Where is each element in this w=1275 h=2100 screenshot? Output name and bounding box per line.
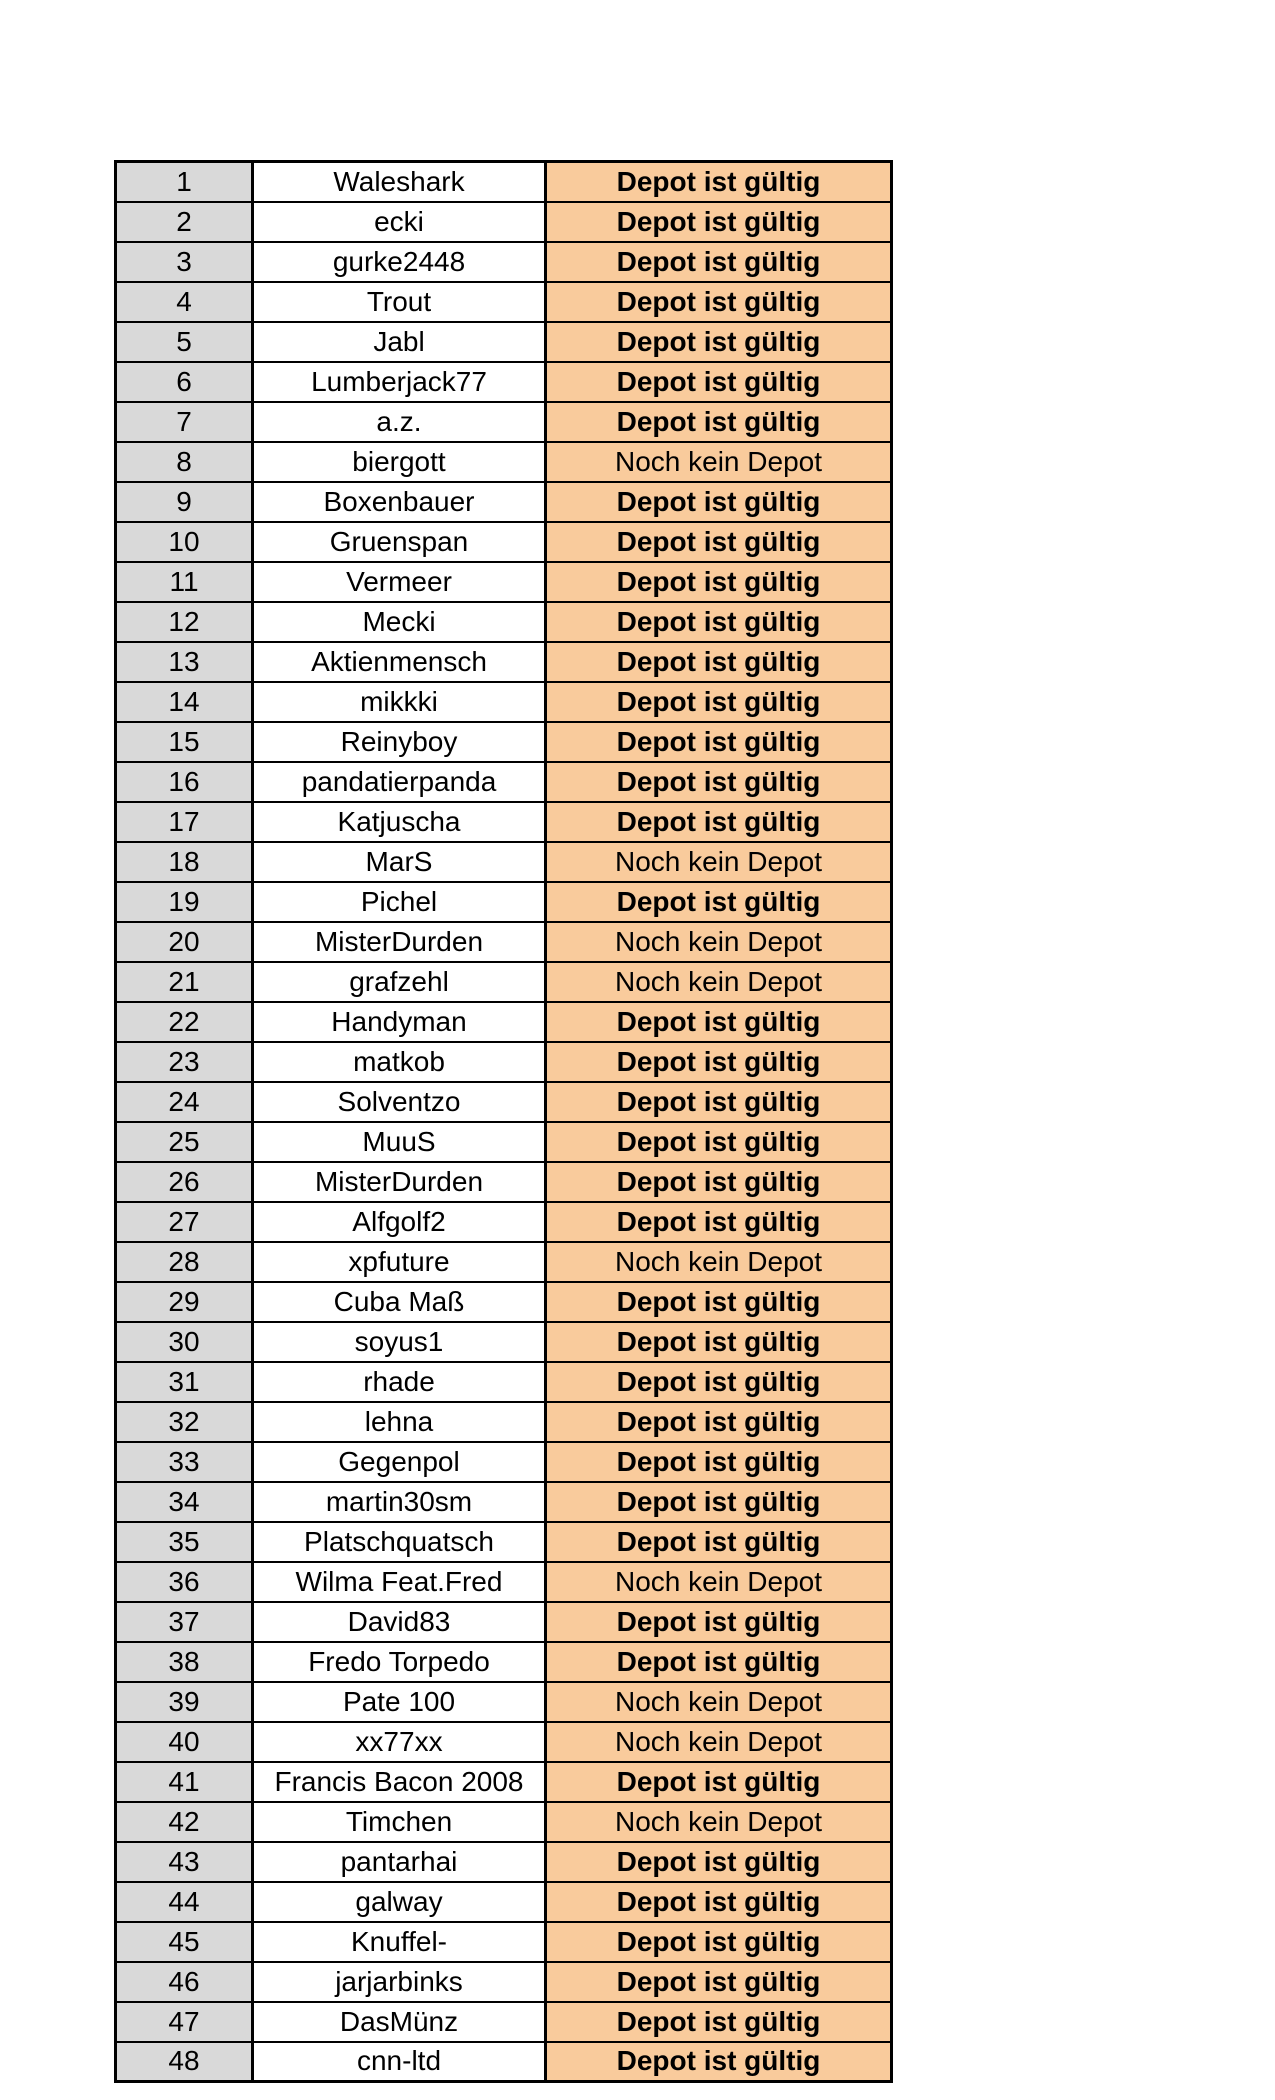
rank-cell: 29: [116, 1282, 253, 1322]
table-row: [116, 1082, 892, 1122]
member-name-cell: DasMünz: [253, 2002, 546, 2042]
rank-cell: 13: [116, 642, 253, 682]
status-cell: Depot ist gültig: [546, 202, 892, 242]
table-row: [116, 202, 892, 242]
status-cell: Depot ist gültig: [546, 1362, 892, 1402]
table-row: [116, 322, 892, 362]
table-row: [116, 1322, 892, 1362]
status-cell: Noch kein Depot: [546, 1802, 892, 1842]
status-cell: Depot ist gültig: [546, 242, 892, 282]
member-name-cell: mikkki: [253, 682, 546, 722]
table-row: [116, 2042, 892, 2082]
member-name-cell: Waleshark: [253, 162, 546, 202]
member-name-cell: Boxenbauer: [253, 482, 546, 522]
rank-cell: 27: [116, 1202, 253, 1242]
depot-table-body: [116, 162, 892, 2082]
table-row: [116, 362, 892, 402]
table-row: [116, 1882, 892, 1922]
status-cell: Depot ist gültig: [546, 1322, 892, 1362]
status-cell: Noch kein Depot: [546, 962, 892, 1002]
member-name-cell: cnn-ltd: [253, 2042, 546, 2082]
table-row: [116, 442, 892, 482]
table-row: [116, 762, 892, 802]
table-row: [116, 1562, 892, 1602]
table-row: [116, 962, 892, 1002]
member-name-cell: Gruenspan: [253, 522, 546, 562]
depot-status-table: [114, 160, 893, 2083]
member-name-cell: MarS: [253, 842, 546, 882]
rank-cell: 25: [116, 1122, 253, 1162]
member-name-cell: Jabl: [253, 322, 546, 362]
member-name-cell: Wilma Feat.Fred: [253, 1562, 546, 1602]
rank-cell: 30: [116, 1322, 253, 1362]
member-name-cell: matkob: [253, 1042, 546, 1082]
status-cell: Depot ist gültig: [546, 1482, 892, 1522]
table-row: [116, 1122, 892, 1162]
table-row: [116, 1682, 892, 1722]
rank-cell: 4: [116, 282, 253, 322]
table-row: [116, 682, 892, 722]
status-cell: Depot ist gültig: [546, 1122, 892, 1162]
rank-cell: 46: [116, 1962, 253, 2002]
table-row: [116, 1802, 892, 1842]
member-name-cell: Francis Bacon 2008: [253, 1762, 546, 1802]
rank-cell: 44: [116, 1882, 253, 1922]
table-row: [116, 802, 892, 842]
table-row: [116, 1762, 892, 1802]
status-cell: Depot ist gültig: [546, 362, 892, 402]
member-name-cell: martin30sm: [253, 1482, 546, 1522]
table-row: [116, 1482, 892, 1522]
member-name-cell: Handyman: [253, 1002, 546, 1042]
table-row: [116, 1922, 892, 1962]
member-name-cell: rhade: [253, 1362, 546, 1402]
member-name-cell: MisterDurden: [253, 922, 546, 962]
table-row: [116, 1002, 892, 1042]
table-row: [116, 562, 892, 602]
table-row: [116, 2002, 892, 2042]
table-row: [116, 1042, 892, 1082]
status-cell: Depot ist gültig: [546, 1162, 892, 1202]
rank-cell: 40: [116, 1722, 253, 1762]
member-name-cell: galway: [253, 1882, 546, 1922]
status-cell: Depot ist gültig: [546, 402, 892, 442]
member-name-cell: Mecki: [253, 602, 546, 642]
table-row: [116, 882, 892, 922]
table-row: [116, 522, 892, 562]
rank-cell: 45: [116, 1922, 253, 1962]
member-name-cell: pandatierpanda: [253, 762, 546, 802]
rank-cell: 7: [116, 402, 253, 442]
status-cell: Depot ist gültig: [546, 1282, 892, 1322]
rank-cell: 34: [116, 1482, 253, 1522]
rank-cell: 43: [116, 1842, 253, 1882]
table-row: [116, 402, 892, 442]
status-cell: Depot ist gültig: [546, 282, 892, 322]
status-cell: Depot ist gültig: [546, 1642, 892, 1682]
table-row: [116, 162, 892, 202]
member-name-cell: xpfuture: [253, 1242, 546, 1282]
table-row: [116, 1842, 892, 1882]
table-row: [116, 1602, 892, 1642]
status-cell: Depot ist gültig: [546, 722, 892, 762]
table-row: [116, 1642, 892, 1682]
table-row: [116, 1962, 892, 2002]
status-cell: Noch kein Depot: [546, 842, 892, 882]
rank-cell: 37: [116, 1602, 253, 1642]
table-row: [116, 242, 892, 282]
table-row: [116, 282, 892, 322]
rank-cell: 12: [116, 602, 253, 642]
member-name-cell: Pichel: [253, 882, 546, 922]
rank-cell: 10: [116, 522, 253, 562]
rank-cell: 39: [116, 1682, 253, 1722]
rank-cell: 35: [116, 1522, 253, 1562]
table-row: [116, 1282, 892, 1322]
table-row: [116, 1442, 892, 1482]
member-name-cell: Vermeer: [253, 562, 546, 602]
table-row: [116, 922, 892, 962]
status-cell: Depot ist gültig: [546, 2042, 892, 2082]
table-row: [116, 1162, 892, 1202]
status-cell: Noch kein Depot: [546, 1562, 892, 1602]
rank-cell: 32: [116, 1402, 253, 1442]
status-cell: Depot ist gültig: [546, 602, 892, 642]
member-name-cell: biergott: [253, 442, 546, 482]
member-name-cell: MuuS: [253, 1122, 546, 1162]
status-cell: Depot ist gültig: [546, 1922, 892, 1962]
status-cell: Depot ist gültig: [546, 802, 892, 842]
member-name-cell: gurke2448: [253, 242, 546, 282]
member-name-cell: a.z.: [253, 402, 546, 442]
table-row: [116, 1362, 892, 1402]
status-cell: Noch kein Depot: [546, 442, 892, 482]
rank-cell: 41: [116, 1762, 253, 1802]
member-name-cell: Timchen: [253, 1802, 546, 1842]
member-name-cell: Platschquatsch: [253, 1522, 546, 1562]
rank-cell: 18: [116, 842, 253, 882]
member-name-cell: Cuba Maß: [253, 1282, 546, 1322]
member-name-cell: Trout: [253, 282, 546, 322]
rank-cell: 1: [116, 162, 253, 202]
table-row: [116, 722, 892, 762]
member-name-cell: grafzehl: [253, 962, 546, 1002]
rank-cell: 3: [116, 242, 253, 282]
table-row: [116, 1522, 892, 1562]
member-name-cell: David83: [253, 1602, 546, 1642]
rank-cell: 5: [116, 322, 253, 362]
table-row: [116, 482, 892, 522]
rank-cell: 11: [116, 562, 253, 602]
member-name-cell: Solventzo: [253, 1082, 546, 1122]
status-cell: Depot ist gültig: [546, 882, 892, 922]
member-name-cell: Knuffel-: [253, 1922, 546, 1962]
table-row: [116, 642, 892, 682]
member-name-cell: xx77xx: [253, 1722, 546, 1762]
member-name-cell: Lumberjack77: [253, 362, 546, 402]
status-cell: Depot ist gültig: [546, 2002, 892, 2042]
member-name-cell: Fredo Torpedo: [253, 1642, 546, 1682]
status-cell: Depot ist gültig: [546, 1082, 892, 1122]
status-cell: Depot ist gültig: [546, 522, 892, 562]
table-row: [116, 602, 892, 642]
status-cell: Depot ist gültig: [546, 1962, 892, 2002]
rank-cell: 23: [116, 1042, 253, 1082]
rank-cell: 28: [116, 1242, 253, 1282]
table-row: [116, 1722, 892, 1762]
status-cell: Depot ist gültig: [546, 1202, 892, 1242]
rank-cell: 2: [116, 202, 253, 242]
status-cell: Depot ist gültig: [546, 1402, 892, 1442]
status-cell: Noch kein Depot: [546, 1682, 892, 1722]
rank-cell: 15: [116, 722, 253, 762]
status-cell: Depot ist gültig: [546, 1882, 892, 1922]
rank-cell: 31: [116, 1362, 253, 1402]
table-row: [116, 1202, 892, 1242]
rank-cell: 9: [116, 482, 253, 522]
rank-cell: 6: [116, 362, 253, 402]
rank-cell: 47: [116, 2002, 253, 2042]
rank-cell: 22: [116, 1002, 253, 1042]
member-name-cell: jarjarbinks: [253, 1962, 546, 2002]
rank-cell: 19: [116, 882, 253, 922]
member-name-cell: lehna: [253, 1402, 546, 1442]
status-cell: Depot ist gültig: [546, 1842, 892, 1882]
status-cell: Noch kein Depot: [546, 1242, 892, 1282]
status-cell: Depot ist gültig: [546, 1442, 892, 1482]
rank-cell: 42: [116, 1802, 253, 1842]
status-cell: Depot ist gültig: [546, 762, 892, 802]
status-cell: Depot ist gültig: [546, 1522, 892, 1562]
status-cell: Depot ist gültig: [546, 322, 892, 362]
rank-cell: 33: [116, 1442, 253, 1482]
member-name-cell: ecki: [253, 202, 546, 242]
table-row: [116, 1402, 892, 1442]
member-name-cell: Pate 100: [253, 1682, 546, 1722]
member-name-cell: Aktienmensch: [253, 642, 546, 682]
member-name-cell: pantarhai: [253, 1842, 546, 1882]
table-row: [116, 842, 892, 882]
table-row: [116, 1242, 892, 1282]
rank-cell: 8: [116, 442, 253, 482]
status-cell: Depot ist gültig: [546, 162, 892, 202]
status-cell: Depot ist gültig: [546, 482, 892, 522]
member-name-cell: soyus1: [253, 1322, 546, 1362]
status-cell: Depot ist gültig: [546, 1762, 892, 1802]
status-cell: Depot ist gültig: [546, 1042, 892, 1082]
rank-cell: 48: [116, 2042, 253, 2082]
rank-cell: 17: [116, 802, 253, 842]
rank-cell: 24: [116, 1082, 253, 1122]
member-name-cell: Gegenpol: [253, 1442, 546, 1482]
member-name-cell: Katjuscha: [253, 802, 546, 842]
status-cell: Noch kein Depot: [546, 922, 892, 962]
rank-cell: 16: [116, 762, 253, 802]
status-cell: Depot ist gültig: [546, 1002, 892, 1042]
status-cell: Depot ist gültig: [546, 642, 892, 682]
member-name-cell: Reinyboy: [253, 722, 546, 762]
rank-cell: 20: [116, 922, 253, 962]
rank-cell: 14: [116, 682, 253, 722]
rank-cell: 21: [116, 962, 253, 1002]
member-name-cell: Alfgolf2: [253, 1202, 546, 1242]
status-cell: Depot ist gültig: [546, 682, 892, 722]
status-cell: Depot ist gültig: [546, 562, 892, 602]
rank-cell: 36: [116, 1562, 253, 1602]
status-cell: Depot ist gültig: [546, 1602, 892, 1642]
member-name-cell: MisterDurden: [253, 1162, 546, 1202]
status-cell: Noch kein Depot: [546, 1722, 892, 1762]
rank-cell: 38: [116, 1642, 253, 1682]
rank-cell: 26: [116, 1162, 253, 1202]
